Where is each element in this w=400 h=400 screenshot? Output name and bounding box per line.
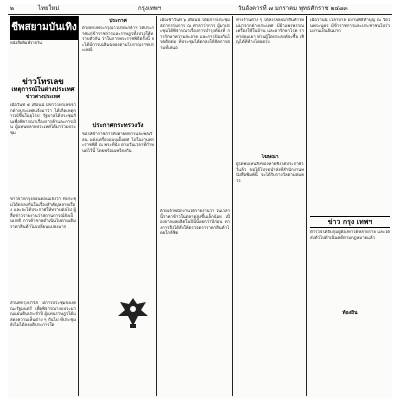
paper-name: ไทยใหม่ <box>38 5 60 12</box>
section-box-title: ข่าว กรุง เทพฯ <box>310 216 390 228</box>
column-3 <box>160 16 230 396</box>
garuda-emblem-icon <box>116 294 150 330</box>
section-heading: ข่าวโทรเลข <box>22 76 64 86</box>
masthead-subtitle-text: หนังสือพิมพ์รายวัน <box>10 40 42 45</box>
header-rule <box>8 14 392 15</box>
column-divider <box>232 16 233 396</box>
page-number: ๒ <box>10 5 14 12</box>
issue-date: วันอังคารที่ ๗ มกราคม พุทธศักราช ๒๔๗๓ <box>238 5 348 12</box>
article-text: ห้างร้านต่าง ๆ ได้ลงโฆษณาสินค้าใหม่มาจากต่างประเทศ มีผ้าแพรพรรณ เครื่องใช้ในบ้าน และยารักษาโรค ราคาย่อมเยา ท่านผู้ใดประสงค์จะซื้อ เชิญได้ที่ห้างโดยตรง <box>236 18 304 46</box>
column-2 <box>82 16 154 396</box>
section-heading: ประกาศ <box>109 18 127 24</box>
article-text: ส่วนที่กรุงปารีส มีการประชุมของคณะรัฐมนตรี เพื่อพิจารณางบประมาณแผ่นดินประจำปี ผู้แทนราษฎรได้แสดงความเห็นต่าง ๆ กันไป ที่ประชุมยังไม่ได้ลงมติประการใด <box>10 301 76 329</box>
section-heading: ท้องถิ่น <box>342 310 358 316</box>
article-text: ด้วยเจ้าพนักงานได้รายงานว่า ในเวลานี้ราคาข้าวในตลาดสูงขึ้นเล็กน้อย เนื่องจากผลผลิตในปีนี้น้อยกว่าปีก่อน ทางการจึงได้สั่งให้ตรวจตราราคาสินค้าโดยใกล้ชิด <box>160 209 230 237</box>
article-text: ด้วยทรงพระกรุณาโปรดเกล้าฯ ให้ประกาศแก่ข้าราชการและราษฎรทั้งปวงให้ทราบทั่วกัน ว่าในการพระราชพิธีครั้งนี้ จะได้มีการเฉลิมฉลองตามโบราณราชประเพณี <box>82 26 154 54</box>
article-text: เมื่อวานนี้ เวลาบ่าย มีงานพิธีทำบุญ ณ วัดในพระนคร มีข้าราชการและประชาชนไปร่วมงานเป็นอันมาก <box>310 18 390 35</box>
column-5-lower <box>310 230 390 396</box>
section-heading: ประกาศกระทรวงวัง <box>92 122 144 129</box>
article-text: ตำรวจได้จับกุมผู้ต้องหาได้หลายราย และได้ส่งตัวไปดำเนินคดีตามกฎหมายแล้ว <box>310 230 390 241</box>
column-divider <box>306 16 307 396</box>
section-heading: ข่าวต่างประเทศ <box>25 94 61 100</box>
column-4 <box>236 16 304 396</box>
page-header <box>8 4 392 14</box>
city-label: กรุงเทพฯ <box>138 5 162 12</box>
newspaper-page <box>8 4 392 398</box>
article-text: เมื่อวันที่ ๕ เดือนนี้ มีข่าวโทรเลขจากต่างประเทศแจ้งมาว่า ได้เกิดเหตุการณ์ขึ้นในยุโรป รัฐบาลได้ประชุมกันเพื่อพิจารณาเรื่องการค้าและการเงิน ผู้แทนหลายประเทศได้มาร่วมประชุม <box>10 103 76 136</box>
article-text: เมื่อเช้าวันที่ ๖ เดือนนี้ ได้มีการประชุมสภากรรมการ ณ ศาลาว่าการ ผู้มาประชุมได้พิจารณาเรื่องการบำรุงท้องที่ การรักษาความสะอาด และการป้องกันโรคติดต่อ ที่ประชุมได้ตกลงให้จัดการตามที่เสนอ <box>160 18 230 51</box>
article-text: ขอให้ข้าราชการทั้งฝ่ายทหารและพลเรือน แต่งเครื่องแบบเต็มยศ ไปในงานพระราชพิธี ณ พระที่นั่ง ตามวันเวลาที่กำหนดไว้นี้ โดยพร้อมเพรียงกัน <box>82 132 154 154</box>
article-text: ผู้ใดพบเห็นสิ่งของหายซึ่งได้ประกาศไว้แล้ว ขอได้โปรดนำส่งที่สำนักงานหนังสือพิมพ์นี้ จะได้รับรางวัลตามสมควร <box>236 162 304 184</box>
masthead-title: ชีพสยามบันเทิง <box>10 16 78 40</box>
column-1 <box>10 16 76 396</box>
column-divider <box>78 16 79 396</box>
section-heading: เหตุการณ์ในต่างประเทศ <box>11 86 75 93</box>
column-divider <box>156 16 157 396</box>
article-text: ข่าวจากกรุงลอนดอนแจ้งว่า ที่ประชุมได้ตกลงกันในเรื่องสำคัญหลายเรื่อง และจะได้ประกาศให้ทราบต่อไป ผู้สื่อข่าวรายงานว่าสถานการณ์ยังเป็นปกติ การค้าขายดำเนินไปตามเดิม ราคาสินค้าไม่เปลี่ยนแปลงมาก <box>10 197 76 230</box>
section-heading: โฆษณา <box>261 154 279 160</box>
